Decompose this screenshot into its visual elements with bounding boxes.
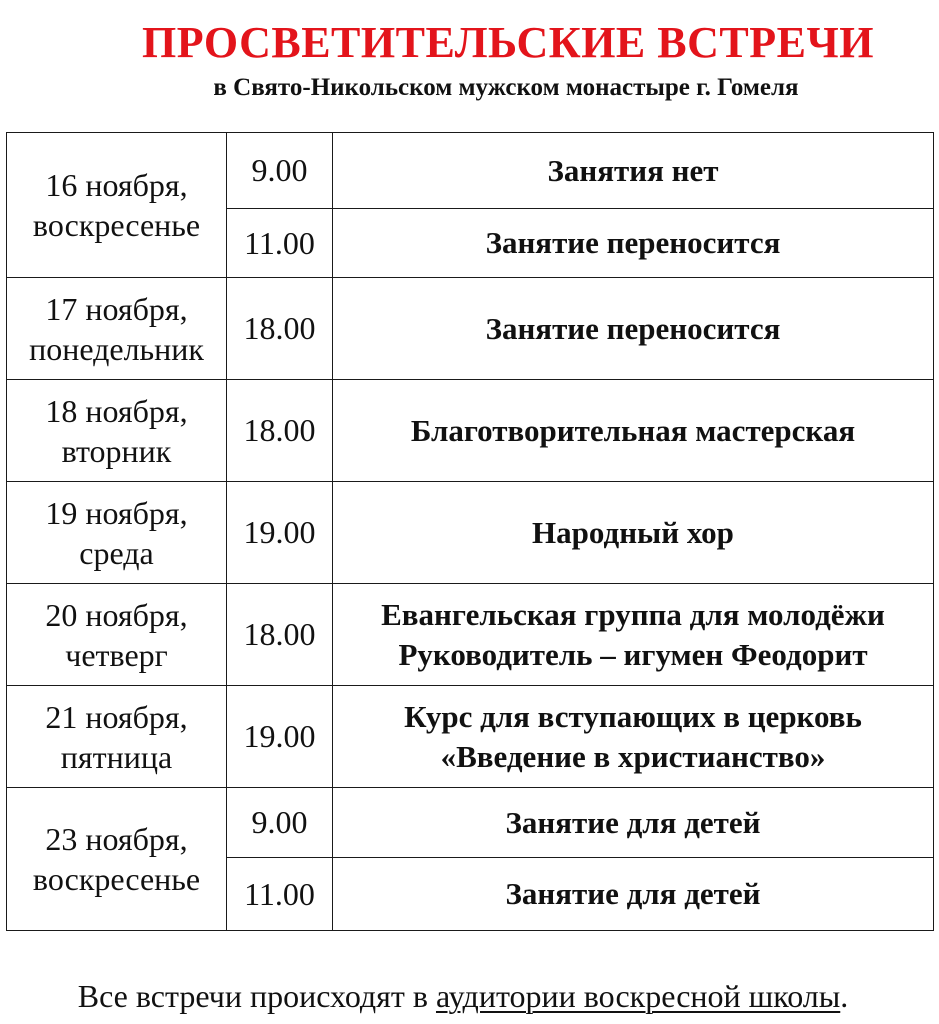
date-cell [7,482,227,584]
event-cell [333,788,934,858]
date-cell [7,584,227,686]
time-cell: 11.00 [227,858,333,931]
event-cell [333,584,934,686]
event-title: Курс для вступающих в церковь [404,698,862,734]
weekday-label: воскресенье [32,861,201,897]
date-label: 21 ноября, [45,698,188,735]
schedule-row [7,686,934,788]
event-title: Народный хор [532,514,734,550]
page-subtitle: в Свято-Никольском мужском монастыре г. Гомеля [213,74,799,101]
date-label: 18 ноября, [45,392,188,429]
event-title: Занятие переносится [485,310,781,346]
schedule-row [7,788,934,858]
date-label: 23 ноября, [45,821,188,857]
date-cell [7,133,227,278]
time-cell: 9.00 [227,788,333,858]
event-cell [333,133,934,209]
schedule-table [6,132,934,931]
schedule-row [7,133,934,209]
event-title: Евангельская группа для молодёжи [381,596,885,632]
date-label: 16 ноября, [45,167,188,203]
weekday-label: четверг [65,636,168,673]
event-cell [333,686,934,788]
weekday-label: вторник [61,432,172,469]
event-cell [333,278,934,380]
event-title: Занятие для детей [505,876,761,911]
event-title: Занятие для детей [505,804,761,840]
event-cell [333,209,934,278]
event-title: Руководитель – игумен Феодорит [398,636,868,672]
date-cell [7,278,227,380]
footer-note [0,976,926,1016]
time-cell: 18.00 [227,584,333,686]
event-title: «Введение в христианство» [440,738,826,774]
time-cell: 11.00 [227,209,333,278]
date-label: 17 ноября, [45,290,188,327]
weekday-label: пятница [60,738,173,775]
weekday-label: воскресенье [32,207,201,243]
schedule-row [7,482,934,584]
date-label: 20 ноября, [45,596,188,633]
schedule-body [7,133,934,931]
event-cell [333,482,934,584]
date-cell [7,686,227,788]
date-cell [7,788,227,931]
schedule-row [7,380,934,482]
time-cell: 19.00 [227,482,333,584]
page-title: ПРОСВЕТИТЕЛЬСКИЕ ВСТРЕЧИ [141,18,874,67]
time-cell: 19.00 [227,686,333,788]
footer-place: аудитории воскресной школы [435,978,841,1014]
event-title: Занятие переносится [485,225,781,260]
weekday-label: среда [79,534,154,571]
date-cell [7,380,227,482]
event-cell [333,858,934,931]
time-cell: 18.00 [227,278,333,380]
event-title: Благотворительная мастерская [410,412,856,448]
time-cell: 18.00 [227,380,333,482]
footer-suffix: . [840,978,849,1014]
schedule-row [7,278,934,380]
date-label: 19 ноября, [45,494,188,531]
footer-prefix: Все встречи происходят в [77,978,436,1014]
event-title: Занятия нет [547,152,719,188]
weekday-label: понедельник [29,330,204,367]
event-cell [333,380,934,482]
schedule-row [7,584,934,686]
time-cell: 9.00 [227,133,333,209]
